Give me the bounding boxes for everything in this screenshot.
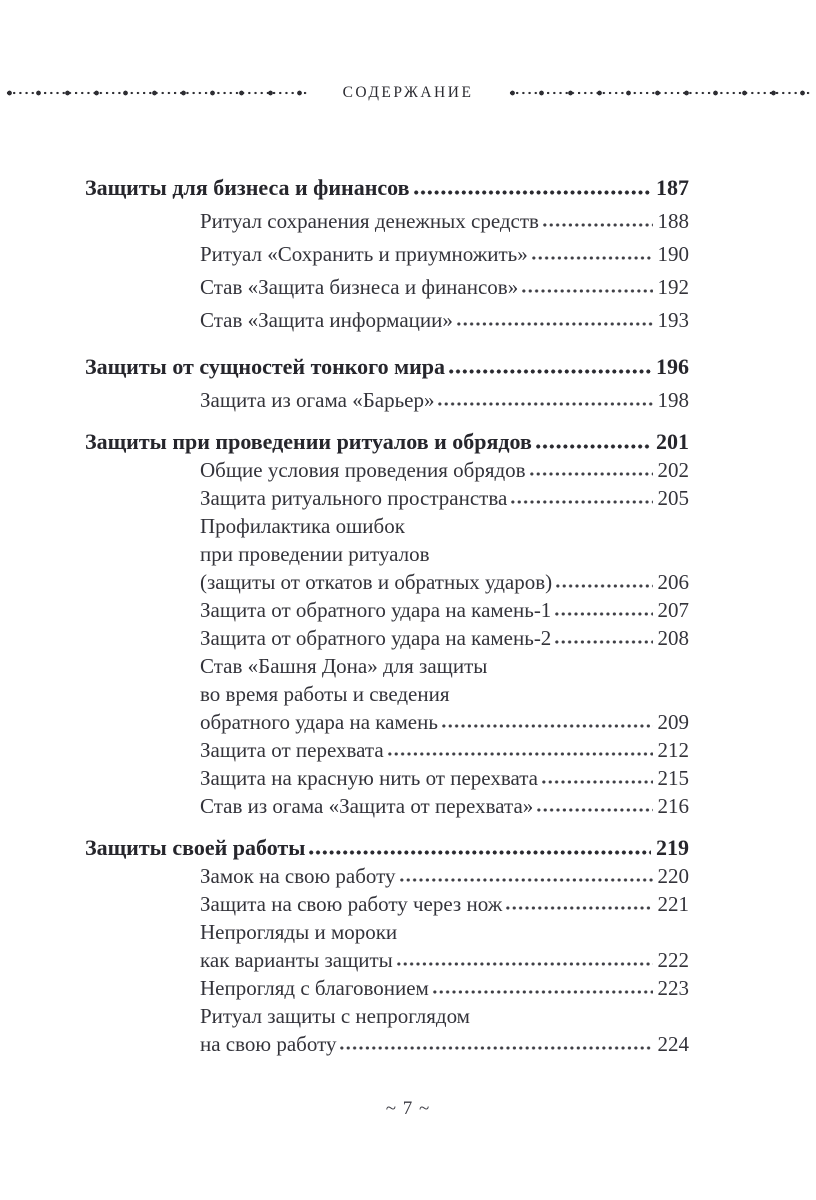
toc-page-number: 209 <box>657 710 689 734</box>
toc-section-row <box>85 168 689 201</box>
page-title: СОДЕРЖАНИЕ <box>342 84 474 101</box>
toc-entry-row <box>85 300 689 333</box>
toc-page-number: 202 <box>657 458 689 482</box>
dot-leader <box>397 962 653 966</box>
toc-entry-row <box>85 707 689 735</box>
dot-leader <box>506 906 652 910</box>
toc-entry-label: Став «Башня Дона» для защиты <box>200 654 488 678</box>
dot-leader <box>449 369 651 374</box>
toc-entry-continuation-row <box>85 539 689 567</box>
toc-page-number: 216 <box>657 794 689 818</box>
toc-entry-label: на свою работу <box>200 1032 337 1056</box>
dot-leader <box>542 780 653 784</box>
toc-section-title: Защиты от сущностей тонкого мира <box>85 354 446 379</box>
dotted-ornament-left-icon <box>6 89 307 97</box>
toc-entry-row <box>85 234 689 267</box>
dot-leader <box>340 1046 652 1050</box>
toc-entry-label: Непрогляд с благовонием <box>200 976 429 1000</box>
toc-entry-row <box>85 861 689 889</box>
dotted-ornament-right-icon <box>509 89 810 97</box>
toc-section <box>85 347 689 413</box>
toc-entry-label: (защиты от откатов и обратных ударов) <box>200 570 553 594</box>
toc-entry-row <box>85 567 689 595</box>
toc-page-number: 205 <box>657 486 689 510</box>
toc-entry-continuation-row <box>85 651 689 679</box>
toc-entry-label: Профилактика ошибок <box>200 514 405 538</box>
dot-leader <box>442 724 653 728</box>
toc-section-row <box>85 347 689 380</box>
dot-leader <box>556 584 652 588</box>
toc-page-number: 198 <box>657 388 689 412</box>
toc-entry-label: Защита из огама «Барьер» <box>200 388 435 412</box>
toc-section <box>85 427 689 819</box>
page-header <box>0 84 816 102</box>
dot-leader <box>555 612 652 616</box>
toc-page-number: 190 <box>657 242 689 266</box>
toc-entry-label: Став «Защита бизнеса и финансов» <box>200 275 519 299</box>
toc-page-number: 206 <box>657 570 689 594</box>
toc-section <box>85 833 689 1057</box>
toc-entry-label: Защита от перехвата <box>200 738 384 762</box>
toc-page-number: 188 <box>657 209 689 233</box>
toc-entry-label: Став «Защита информации» <box>200 308 453 332</box>
toc-entry-label: Ритуал «Сохранить и приумножить» <box>200 242 528 266</box>
toc-entry-label: Защита от обратного удара на камень-2 <box>200 626 552 650</box>
toc-page-number: 207 <box>657 598 689 622</box>
toc-entry-label: Защита на свою работу через нож <box>200 892 503 916</box>
toc-entry-label: Ритуал защиты с непроглядом <box>200 1004 470 1028</box>
dot-leader <box>530 472 653 476</box>
toc-entry-label: Общие условия проведения обрядов <box>200 458 526 482</box>
toc-entry-row <box>85 763 689 791</box>
toc-section <box>85 168 689 333</box>
toc-entry-label: Защита на красную нить от перехвата <box>200 766 538 790</box>
toc-entry-row <box>85 1029 689 1057</box>
toc-section-row <box>85 833 689 861</box>
toc-entry-row <box>85 623 689 651</box>
toc-entry-row <box>85 945 689 973</box>
dot-leader <box>537 808 652 812</box>
toc-page-number: 215 <box>657 766 689 790</box>
dot-leader <box>457 322 653 326</box>
toc-entry-row <box>85 889 689 917</box>
toc-entry-label: обратного удара на камень <box>200 710 438 734</box>
toc-page-number: 196 <box>656 354 689 379</box>
toc-section-title: Защиты при проведении ритуалов и обрядов <box>85 429 532 454</box>
toc-page-number: 223 <box>657 976 689 1000</box>
toc-page-number: 212 <box>657 738 689 762</box>
toc-entry-row <box>85 791 689 819</box>
dot-leader <box>543 223 653 227</box>
dot-leader <box>555 640 652 644</box>
table-of-contents <box>85 168 689 1057</box>
dot-leader <box>388 752 653 756</box>
dot-leader <box>536 444 651 449</box>
toc-entry-continuation-row <box>85 917 689 945</box>
toc-entry-label: Защита ритуального пространства <box>200 486 508 510</box>
dot-leader <box>414 190 652 195</box>
toc-page-number: 192 <box>657 275 689 299</box>
toc-section-title: Защиты для бизнеса и финансов <box>85 175 410 200</box>
toc-page-number: 193 <box>657 308 689 332</box>
toc-page-number: 187 <box>656 175 689 200</box>
toc-entry-label: Непрогляды и мороки <box>200 920 398 944</box>
toc-section-title: Защиты своей работы <box>85 835 306 860</box>
toc-entry-row <box>85 201 689 234</box>
toc-entry-label: во время работы и сведения <box>200 682 450 706</box>
toc-entry-label: как варианты защиты <box>200 948 393 972</box>
toc-entry-row <box>85 267 689 300</box>
toc-entry-row <box>85 455 689 483</box>
toc-page-number: 208 <box>657 626 689 650</box>
page-number-label: ~ 7 ~ <box>385 1098 431 1119</box>
toc-entry-row <box>85 973 689 1001</box>
dot-leader <box>522 289 652 293</box>
toc-entry-row <box>85 483 689 511</box>
toc-entry-label: Замок на свою работу <box>200 864 396 888</box>
toc-entry-row <box>85 595 689 623</box>
dot-leader <box>309 850 651 855</box>
toc-entry-continuation-row <box>85 1001 689 1029</box>
toc-entry-label: при проведении ритуалов <box>200 542 430 566</box>
toc-page-number: 221 <box>657 892 689 916</box>
toc-page-number: 219 <box>656 835 689 860</box>
dot-leader <box>433 990 653 994</box>
toc-entry-continuation-row <box>85 511 689 539</box>
toc-page-number: 220 <box>657 864 689 888</box>
page-footer <box>0 1098 816 1120</box>
toc-entry-row <box>85 380 689 413</box>
dot-leader <box>438 402 652 406</box>
toc-entry-label: Став из огама «Защита от перехвата» <box>200 794 534 818</box>
toc-page-number: 222 <box>657 948 689 972</box>
toc-section-row <box>85 427 689 455</box>
dot-leader <box>511 500 652 504</box>
toc-entry-row <box>85 735 689 763</box>
toc-entry-label: Ритуал сохранения денежных средств <box>200 209 539 233</box>
dot-leader <box>532 256 653 260</box>
toc-entry-continuation-row <box>85 679 689 707</box>
toc-entry-label: Защита от обратного удара на камень-1 <box>200 598 552 622</box>
toc-page-number: 201 <box>656 429 689 454</box>
dot-leader <box>400 878 653 882</box>
toc-page-number: 224 <box>657 1032 689 1056</box>
